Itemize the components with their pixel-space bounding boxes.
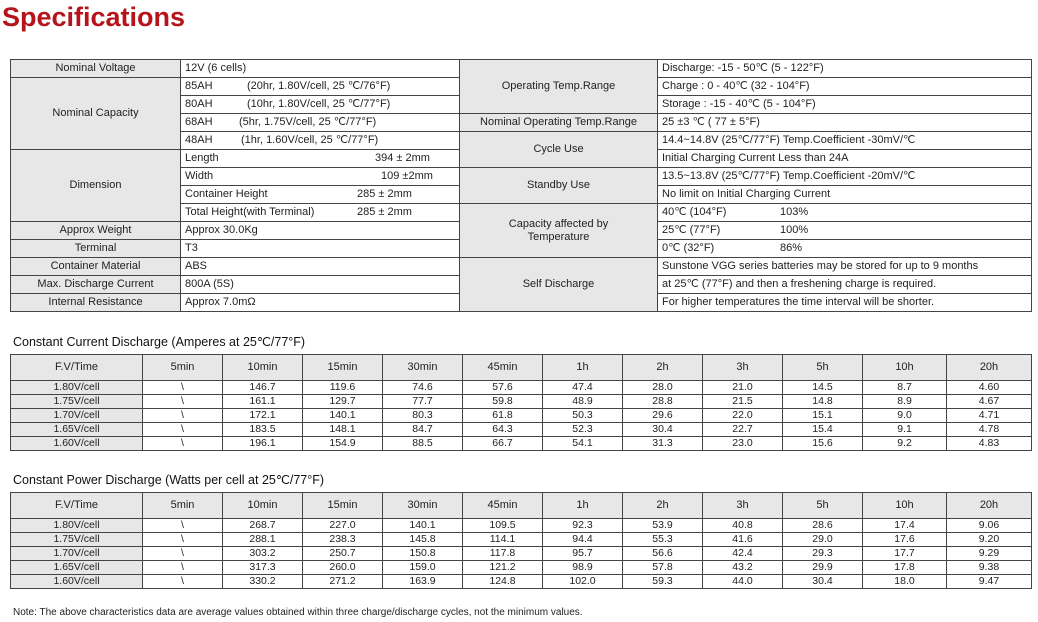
table-cell: 9.38 (947, 561, 1032, 575)
table-cell: 163.9 (383, 575, 463, 589)
table-cell: 44.0 (703, 575, 783, 589)
table-cell: 4.78 (947, 423, 1032, 437)
table-cell: 238.3 (303, 533, 383, 547)
table-row (11, 519, 1032, 533)
table-cell: 288.1 (223, 533, 303, 547)
table-cell: 8.7 (863, 381, 947, 395)
table-row (11, 547, 1032, 561)
table-cell: 9.06 (947, 519, 1032, 533)
table-cell: 4.60 (947, 381, 1032, 395)
dimension-row: Width 109 ±2mm (181, 168, 460, 186)
table-cell: 109.5 (463, 519, 543, 533)
cycle-use-row: 14.4~14.8V (25℃/77°F) Temp.Coefficient -30mV/℃ (658, 132, 1032, 150)
table-cell: 121.2 (463, 561, 543, 575)
capacity-row: 85AH (20hr, 1.80V/cell, 25 ℃/76°F) (181, 78, 460, 96)
table-cell: 54.1 (543, 437, 623, 451)
table-cell: 9.1 (863, 423, 947, 437)
column-header: 15min (303, 355, 383, 381)
table-cell: 145.8 (383, 533, 463, 547)
table-cell: \ (143, 519, 223, 533)
table-cell: \ (143, 547, 223, 561)
table-cell: \ (143, 437, 223, 451)
table-cell: 66.7 (463, 437, 543, 451)
internal-resistance-label: Internal Resistance (11, 294, 181, 312)
table-cell: 40.8 (703, 519, 783, 533)
table-cell: 9.47 (947, 575, 1032, 589)
table-cell: 17.4 (863, 519, 947, 533)
row-label: 1.70V/cell (11, 409, 143, 423)
nominal-capacity-label: Nominal Capacity (11, 78, 181, 150)
table-cell: \ (143, 533, 223, 547)
capacity-temp-label: Capacity affected by Temperature (460, 204, 658, 258)
column-header: 20h (947, 355, 1032, 381)
table-row (11, 533, 1032, 547)
table-row (11, 437, 1032, 451)
table-cell: 28.8 (623, 395, 703, 409)
power-discharge-caption: Constant Power Discharge (Watts per cell at 25℃/77°F) (13, 473, 325, 487)
table-cell: \ (143, 381, 223, 395)
table-cell: 92.3 (543, 519, 623, 533)
table-cell: 28.6 (783, 519, 863, 533)
column-header: 3h (703, 355, 783, 381)
table-cell: \ (143, 409, 223, 423)
table-cell: 102.0 (543, 575, 623, 589)
table-cell: 29.9 (783, 561, 863, 575)
capacity-row: 48AH (1hr, 1.60V/cell, 25 ℃/77°F) (181, 132, 460, 150)
table-cell: 154.9 (303, 437, 383, 451)
table-cell: 150.8 (383, 547, 463, 561)
row-label: 1.70V/cell (11, 547, 143, 561)
table-cell: 303.2 (223, 547, 303, 561)
table-cell: 161.1 (223, 395, 303, 409)
current-discharge-table (10, 354, 1032, 451)
self-discharge-row: For higher temperatures the time interval will be shorter. (658, 294, 1032, 312)
column-header: 30min (383, 493, 463, 519)
dimension-row: Length 394 ± 2mm (181, 150, 460, 168)
table-cell: 159.0 (383, 561, 463, 575)
column-header: 5min (143, 493, 223, 519)
row-label: 1.60V/cell (11, 437, 143, 451)
table-cell: 17.6 (863, 533, 947, 547)
column-header: F.V/Time (11, 493, 143, 519)
table-cell: \ (143, 423, 223, 437)
table-cell: 196.1 (223, 437, 303, 451)
table-row (11, 575, 1032, 589)
table-cell: 4.67 (947, 395, 1032, 409)
table-cell: 14.8 (783, 395, 863, 409)
table-cell: 117.8 (463, 547, 543, 561)
table-cell: 84.7 (383, 423, 463, 437)
standby-use-label: Standby Use (460, 168, 658, 204)
table-row (11, 409, 1032, 423)
column-header: 10h (863, 493, 947, 519)
container-material-label: Container Material (11, 258, 181, 276)
table-cell: 53.9 (623, 519, 703, 533)
table-cell: 98.9 (543, 561, 623, 575)
page-title: Specifications (2, 2, 186, 32)
table-cell: 94.4 (543, 533, 623, 547)
table-cell: 30.4 (783, 575, 863, 589)
table-row (11, 381, 1032, 395)
self-discharge-row: Sunstone VGG series batteries may be stored for up to 9 months (658, 258, 1032, 276)
row-label: 1.60V/cell (11, 575, 143, 589)
table-cell: 114.1 (463, 533, 543, 547)
table-cell: 29.3 (783, 547, 863, 561)
table-cell: 9.2 (863, 437, 947, 451)
table-cell: 95.7 (543, 547, 623, 561)
column-header: 10min (223, 493, 303, 519)
table-cell: 64.3 (463, 423, 543, 437)
dimension-row: Container Height 285 ± 2mm (181, 186, 460, 204)
table-cell: 31.3 (623, 437, 703, 451)
capacity-temp-row: 25℃ (77°F) 100% (658, 222, 1032, 240)
table-cell: 271.2 (303, 575, 383, 589)
table-cell: 59.8 (463, 395, 543, 409)
table-cell: 140.1 (383, 519, 463, 533)
column-header: 30min (383, 355, 463, 381)
capacity-row: 68AH (5hr, 1.75V/cell, 25 ℃/77°F) (181, 114, 460, 132)
table-cell: 61.8 (463, 409, 543, 423)
table-cell: 260.0 (303, 561, 383, 575)
max-discharge-value: 800A (5S) (181, 276, 460, 294)
table-cell: 47.4 (543, 381, 623, 395)
table-cell: 9.0 (863, 409, 947, 423)
table-cell: 119.6 (303, 381, 383, 395)
table-cell: 22.7 (703, 423, 783, 437)
table-row (11, 423, 1032, 437)
nominal-voltage-label: Nominal Voltage (11, 60, 181, 78)
table-cell: 330.2 (223, 575, 303, 589)
table-cell: 43.2 (703, 561, 783, 575)
table-cell: 42.4 (703, 547, 783, 561)
table-cell: 29.0 (783, 533, 863, 547)
power-discharge-table (10, 492, 1032, 589)
row-label: 1.65V/cell (11, 561, 143, 575)
table-cell: 56.6 (623, 547, 703, 561)
column-header: 5h (783, 355, 863, 381)
row-label: 1.65V/cell (11, 423, 143, 437)
table-cell: 22.0 (703, 409, 783, 423)
approx-weight-label: Approx Weight (11, 222, 181, 240)
table-cell: \ (143, 575, 223, 589)
column-header: 5h (783, 493, 863, 519)
table-cell: 21.0 (703, 381, 783, 395)
table-cell: 74.6 (383, 381, 463, 395)
column-header: 1h (543, 493, 623, 519)
dimension-label: Dimension (11, 150, 181, 222)
container-material-value: ABS (181, 258, 460, 276)
table-cell: 14.5 (783, 381, 863, 395)
table-cell: 17.7 (863, 547, 947, 561)
capacity-row: 80AH (10hr, 1.80V/cell, 25 ℃/77°F) (181, 96, 460, 114)
table-cell: \ (143, 561, 223, 575)
table-cell: 28.0 (623, 381, 703, 395)
table-cell: 317.3 (223, 561, 303, 575)
terminal-value: T3 (181, 240, 460, 258)
table-cell: 15.6 (783, 437, 863, 451)
operating-temp-storage: Storage : -15 - 40℃ (5 - 104°F) (658, 96, 1032, 114)
table-cell: 21.5 (703, 395, 783, 409)
table-cell: 17.8 (863, 561, 947, 575)
table-cell: \ (143, 395, 223, 409)
table-cell: 146.7 (223, 381, 303, 395)
table-cell: 30.4 (623, 423, 703, 437)
table-cell: 124.8 (463, 575, 543, 589)
table-cell: 15.4 (783, 423, 863, 437)
operating-temp-discharge: Discharge: -15 - 50℃ (5 - 122°F) (658, 60, 1032, 78)
table-cell: 129.7 (303, 395, 383, 409)
table-cell: 4.71 (947, 409, 1032, 423)
table-row (11, 395, 1032, 409)
table-cell: 57.6 (463, 381, 543, 395)
column-header: 10h (863, 355, 947, 381)
table-cell: 4.83 (947, 437, 1032, 451)
table-cell: 250.7 (303, 547, 383, 561)
current-discharge-caption: Constant Current Discharge (Amperes at 25℃/77°F) (13, 335, 306, 349)
standby-use-row: No limit on Initial Charging Current (658, 186, 1032, 204)
nominal-operating-temp-label: Nominal Operating Temp.Range (460, 114, 658, 132)
table-cell: 268.7 (223, 519, 303, 533)
column-header: 45min (463, 493, 543, 519)
table-cell: 9.20 (947, 533, 1032, 547)
table-cell: 140.1 (303, 409, 383, 423)
specifications-table (10, 59, 1032, 312)
row-label: 1.75V/cell (11, 395, 143, 409)
table-cell: 48.9 (543, 395, 623, 409)
table-cell: 41.6 (703, 533, 783, 547)
column-header: 45min (463, 355, 543, 381)
table-cell: 29.6 (623, 409, 703, 423)
approx-weight-value: Approx 30.0Kg (181, 222, 460, 240)
row-label: 1.80V/cell (11, 381, 143, 395)
table-cell: 77.7 (383, 395, 463, 409)
column-header: 1h (543, 355, 623, 381)
column-header: 10min (223, 355, 303, 381)
table-cell: 15.1 (783, 409, 863, 423)
operating-temp-label: Operating Temp.Range (460, 60, 658, 114)
dimension-row: Total Height(with Terminal) 285 ± 2mm (181, 204, 460, 222)
max-discharge-label: Max. Discharge Current (11, 276, 181, 294)
operating-temp-charge: Charge : 0 - 40℃ (32 - 104°F) (658, 78, 1032, 96)
column-header: 3h (703, 493, 783, 519)
nominal-operating-temp-value: 25 ±3 ℃ ( 77 ± 5°F) (658, 114, 1032, 132)
table-cell: 8.9 (863, 395, 947, 409)
row-label: 1.75V/cell (11, 533, 143, 547)
terminal-label: Terminal (11, 240, 181, 258)
table-cell: 9.29 (947, 547, 1032, 561)
table-cell: 52.3 (543, 423, 623, 437)
table-cell: 50.3 (543, 409, 623, 423)
self-discharge-label: Self Discharge (460, 258, 658, 312)
column-header: 5min (143, 355, 223, 381)
column-header: 15min (303, 493, 383, 519)
footnote: Note: The above characteristics data are average values obtained within three charge/discharge cycles, not the minimum values. (13, 607, 583, 618)
capacity-temp-row: 0℃ (32°F) 86% (658, 240, 1032, 258)
internal-resistance-value: Approx 7.0mΩ (181, 294, 460, 312)
row-label: 1.80V/cell (11, 519, 143, 533)
table-cell: 183.5 (223, 423, 303, 437)
cycle-use-label: Cycle Use (460, 132, 658, 168)
table-cell: 57.8 (623, 561, 703, 575)
table-cell: 59.3 (623, 575, 703, 589)
table-cell: 18.0 (863, 575, 947, 589)
column-header: 2h (623, 355, 703, 381)
capacity-temp-row: 40℃ (104°F) 103% (658, 204, 1032, 222)
table-cell: 88.5 (383, 437, 463, 451)
table-cell: 80.3 (383, 409, 463, 423)
table-cell: 148.1 (303, 423, 383, 437)
column-header: 2h (623, 493, 703, 519)
table-cell: 23.0 (703, 437, 783, 451)
nominal-voltage-value: 12V (6 cells) (181, 60, 460, 78)
table-row (11, 561, 1032, 575)
table-cell: 55.3 (623, 533, 703, 547)
standby-use-row: 13.5~13.8V (25℃/77°F) Temp.Coefficient -20mV/℃ (658, 168, 1032, 186)
column-header: 20h (947, 493, 1032, 519)
cycle-use-row: Initial Charging Current Less than 24A (658, 150, 1032, 168)
self-discharge-row: at 25℃ (77°F) and then a freshening charge is required. (658, 276, 1032, 294)
table-cell: 227.0 (303, 519, 383, 533)
table-cell: 172.1 (223, 409, 303, 423)
column-header: F.V/Time (11, 355, 143, 381)
